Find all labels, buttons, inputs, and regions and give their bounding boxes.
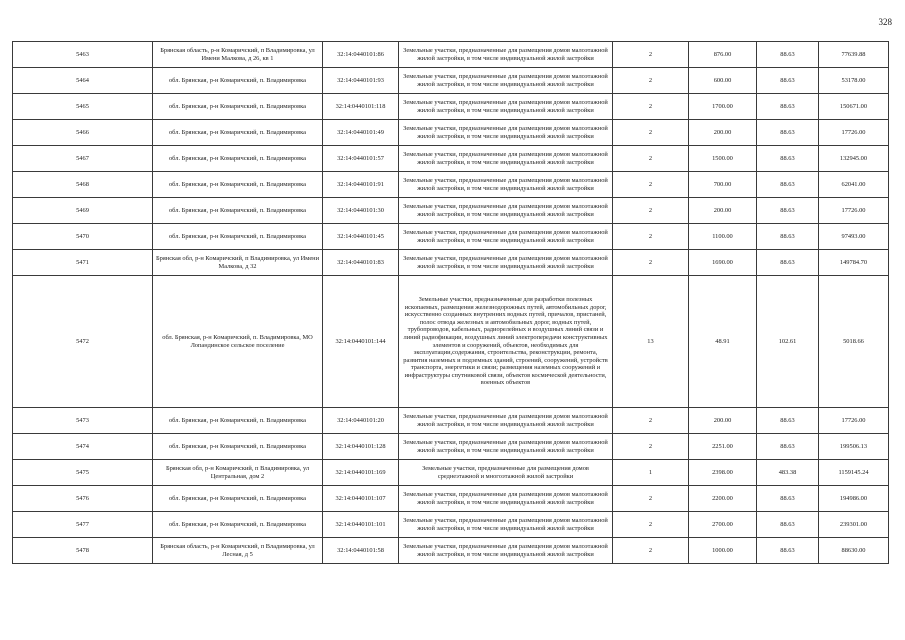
cell-cadastral-value: 132945.00 [819, 146, 889, 172]
cell-cadastral-value: 88630.00 [819, 538, 889, 564]
cell-use-group: 2 [613, 250, 689, 276]
cell-row-number: 5469 [13, 198, 153, 224]
cell-specific-value: 88.63 [757, 68, 819, 94]
cell-row-number: 5478 [13, 538, 153, 564]
table-row [13, 120, 889, 146]
cell-land-use: Земельные участки, предназначенные для размещения домов малоэтажной жилой застройки, в том числе индивидуальной жилой застройки [399, 408, 613, 434]
cell-address: обл. Брянская, р-н Комаричский, п. Владимировка, МО Лопандинское сельское поселение [153, 276, 323, 408]
table-row [13, 512, 889, 538]
cell-row-number: 5472 [13, 276, 153, 408]
cell-area: 1700.00 [689, 94, 757, 120]
table-row [13, 172, 889, 198]
cell-address: обл. Брянская, р-н Комаричский, п. Владимировка [153, 146, 323, 172]
cell-specific-value: 88.63 [757, 250, 819, 276]
table-row [13, 538, 889, 564]
table-row [13, 486, 889, 512]
cell-specific-value: 88.63 [757, 198, 819, 224]
cell-cadastral-value: 149784.70 [819, 250, 889, 276]
cell-land-use: Земельные участки, предназначенные для размещения домов малоэтажной жилой застройки, в том числе индивидуальной жилой застройки [399, 120, 613, 146]
cell-cadastral-value: 62041.00 [819, 172, 889, 198]
page-number: 328 [878, 17, 892, 27]
cell-specific-value: 88.63 [757, 120, 819, 146]
cell-specific-value: 88.63 [757, 42, 819, 68]
cell-cadastral-number: 32:14:0440101:83 [323, 250, 399, 276]
cell-land-use: Земельные участки, предназначенные для размещения домов малоэтажной жилой застройки, в том числе индивидуальной жилой застройки [399, 68, 613, 94]
cell-specific-value: 483.38 [757, 460, 819, 486]
cell-use-group: 2 [613, 172, 689, 198]
cell-area: 2398.00 [689, 460, 757, 486]
cell-land-use: Земельные участки, предназначенные для размещения домов малоэтажной жилой застройки, в том числе индивидуальной жилой застройки [399, 172, 613, 198]
cell-land-use: Земельные участки, предназначенные для размещения домов малоэтажной жилой застройки, в том числе индивидуальной жилой застройки [399, 94, 613, 120]
cell-area: 2251.00 [689, 434, 757, 460]
table-row [13, 42, 889, 68]
cell-address: обл. Брянская, р-н Комаричский, п. Владимировка [153, 224, 323, 250]
table-row [13, 408, 889, 434]
cell-specific-value: 88.63 [757, 172, 819, 198]
cell-specific-value: 88.63 [757, 486, 819, 512]
cell-address: обл. Брянская, р-н Комаричский, п. Владимировка [153, 434, 323, 460]
cell-cadastral-number: 32:14:0440101:45 [323, 224, 399, 250]
cell-cadastral-value: 239301.00 [819, 512, 889, 538]
cell-cadastral-number: 32:14:0440101:118 [323, 94, 399, 120]
cell-row-number: 5468 [13, 172, 153, 198]
cell-cadastral-number: 32:14:0440101:91 [323, 172, 399, 198]
cell-use-group: 2 [613, 486, 689, 512]
cell-row-number: 5470 [13, 224, 153, 250]
cell-use-group: 2 [613, 512, 689, 538]
cell-cadastral-number: 32:14:0440101:107 [323, 486, 399, 512]
cell-address: Брянская обл, р-н Комаричский, п Владимировка, ул Имени Малкова, д 32 [153, 250, 323, 276]
cell-row-number: 5467 [13, 146, 153, 172]
cell-area: 200.00 [689, 408, 757, 434]
cell-row-number: 5463 [13, 42, 153, 68]
table-body [13, 42, 889, 564]
cell-cadastral-number: 32:14:0440101:30 [323, 198, 399, 224]
land-registry-table [12, 41, 889, 564]
cell-use-group: 2 [613, 198, 689, 224]
cell-area: 700.00 [689, 172, 757, 198]
cell-row-number: 5474 [13, 434, 153, 460]
cell-use-group: 13 [613, 276, 689, 408]
cell-cadastral-value: 17726.00 [819, 120, 889, 146]
cell-area: 200.00 [689, 198, 757, 224]
cell-row-number: 5477 [13, 512, 153, 538]
cell-cadastral-value: 1159145.24 [819, 460, 889, 486]
cell-cadastral-number: 32:14:0440101:20 [323, 408, 399, 434]
cell-address: обл. Брянская, р-н Комаричский, п. Владимировка [153, 512, 323, 538]
cell-area: 1000.00 [689, 538, 757, 564]
cell-cadastral-value: 77639.88 [819, 42, 889, 68]
cell-address: Брянская область, р-н Комаричский, п Владимировка, ул Имени Малкова, д 26, кв 1 [153, 42, 323, 68]
cell-land-use: Земельные участки, предназначенные для размещения домов среднеэтажной и многоэтажной жилой застройки [399, 460, 613, 486]
cell-specific-value: 88.63 [757, 94, 819, 120]
cell-area: 600.00 [689, 68, 757, 94]
cell-land-use: Земельные участки, предназначенные для размещения домов малоэтажной жилой застройки, в том числе индивидуальной жилой застройки [399, 42, 613, 68]
cell-use-group: 1 [613, 460, 689, 486]
cell-use-group: 2 [613, 42, 689, 68]
cell-address: Брянская обл, р-н Комаричский, п Владимировка, ул Центральная, дом 2 [153, 460, 323, 486]
cell-area: 1100.00 [689, 224, 757, 250]
cell-specific-value: 102.61 [757, 276, 819, 408]
table-row [13, 224, 889, 250]
cell-address: обл. Брянская, р-н Комаричский, п. Владимировка [153, 198, 323, 224]
cell-specific-value: 88.63 [757, 408, 819, 434]
cell-cadastral-number: 32:14:0440101:49 [323, 120, 399, 146]
table-row [13, 250, 889, 276]
cell-area: 2700.00 [689, 512, 757, 538]
cell-specific-value: 88.63 [757, 538, 819, 564]
table-row [13, 94, 889, 120]
cell-use-group: 2 [613, 68, 689, 94]
cell-use-group: 2 [613, 94, 689, 120]
cell-cadastral-number: 32:14:0440101:93 [323, 68, 399, 94]
cell-cadastral-value: 5018.66 [819, 276, 889, 408]
cell-use-group: 2 [613, 408, 689, 434]
table-row [13, 68, 889, 94]
cell-cadastral-value: 199506.13 [819, 434, 889, 460]
cell-area: 1690.00 [689, 250, 757, 276]
cell-use-group: 2 [613, 224, 689, 250]
cell-row-number: 5475 [13, 460, 153, 486]
cell-use-group: 2 [613, 120, 689, 146]
cell-address: обл. Брянская, р-н Комаричский, п. Владимировка [153, 68, 323, 94]
cell-area: 1500.00 [689, 146, 757, 172]
cell-use-group: 2 [613, 538, 689, 564]
cell-cadastral-value: 97493.00 [819, 224, 889, 250]
table-row [13, 146, 889, 172]
cell-address: обл. Брянская, р-н Комаричский, п. Владимировка [153, 486, 323, 512]
cell-row-number: 5464 [13, 68, 153, 94]
cell-cadastral-value: 17726.00 [819, 408, 889, 434]
cell-land-use: Земельные участки, предназначенные для разработки полезных ископаемых, размещения железнодорожных путей, автомобильных дорог, искусственно созданных внутренних водных путей, причалов, пристаней, полос отвода железных и автомобильных дорог, водных путей, трубопроводов, кабельных, радиорелейных и воздушных линий связи и линий радиофикации, воздушных линий электропередачи конструктивных элементов и сооружений, объектов, необходимых для эксплуатации,содержания, строительства, реконструкции, ремонта, развития наземных и подземных зданий, строений, сооружений, устройств транспорта, энергетики и связи; размещения наземных сооружений и инфраструктуры спутниковой связи, объектов космической деятельности, военных объектов [399, 276, 613, 408]
cell-land-use: Земельные участки, предназначенные для размещения домов малоэтажной жилой застройки, в том числе индивидуальной жилой застройки [399, 434, 613, 460]
cell-cadastral-number: 32:14:0440101:101 [323, 512, 399, 538]
cell-address: обл. Брянская, р-н Комаричский, п. Владимировка [153, 94, 323, 120]
cell-specific-value: 88.63 [757, 146, 819, 172]
cell-cadastral-number: 32:14:0440101:57 [323, 146, 399, 172]
cell-area: 48.91 [689, 276, 757, 408]
table-row [13, 276, 889, 408]
cell-cadastral-value: 194986.00 [819, 486, 889, 512]
cell-cadastral-number: 32:14:0440101:169 [323, 460, 399, 486]
cell-address: обл. Брянская, р-н Комаричский, п. Владимировка [153, 172, 323, 198]
cell-cadastral-number: 32:14:0440101:58 [323, 538, 399, 564]
cell-use-group: 2 [613, 434, 689, 460]
cell-row-number: 5476 [13, 486, 153, 512]
cell-specific-value: 88.63 [757, 512, 819, 538]
cell-specific-value: 88.63 [757, 224, 819, 250]
cell-row-number: 5473 [13, 408, 153, 434]
cell-address: обл. Брянская, р-н Комаричский, п. Владимировка [153, 408, 323, 434]
cell-area: 2200.00 [689, 486, 757, 512]
table-row [13, 460, 889, 486]
cell-land-use: Земельные участки, предназначенные для размещения домов малоэтажной жилой застройки, в том числе индивидуальной жилой застройки [399, 198, 613, 224]
cell-land-use: Земельные участки, предназначенные для размещения домов малоэтажной жилой застройки, в том числе индивидуальной жилой застройки [399, 146, 613, 172]
table-row [13, 198, 889, 224]
cell-area: 200.00 [689, 120, 757, 146]
cell-cadastral-value: 17726.00 [819, 198, 889, 224]
cell-use-group: 2 [613, 146, 689, 172]
table-row [13, 434, 889, 460]
cell-address: Брянская область, р-н Комаричский, п Владимировка, ул Лесная, д 5 [153, 538, 323, 564]
cell-cadastral-number: 32:14:0440101:86 [323, 42, 399, 68]
cell-cadastral-number: 32:14:0440101:128 [323, 434, 399, 460]
cell-cadastral-value: 53178.00 [819, 68, 889, 94]
cell-cadastral-number: 32:14:0440101:144 [323, 276, 399, 408]
cell-address: обл. Брянская, р-н Комаричский, п. Владимировка [153, 120, 323, 146]
cell-land-use: Земельные участки, предназначенные для размещения домов малоэтажной жилой застройки, в том числе индивидуальной жилой застройки [399, 224, 613, 250]
cell-row-number: 5465 [13, 94, 153, 120]
cell-row-number: 5471 [13, 250, 153, 276]
cell-land-use: Земельные участки, предназначенные для размещения домов малоэтажной жилой застройки, в том числе индивидуальной жилой застройки [399, 486, 613, 512]
cell-row-number: 5466 [13, 120, 153, 146]
cell-specific-value: 88.63 [757, 434, 819, 460]
cell-area: 876.00 [689, 42, 757, 68]
cell-land-use: Земельные участки, предназначенные для размещения домов малоэтажной жилой застройки, в том числе индивидуальной жилой застройки [399, 512, 613, 538]
cell-land-use: Земельные участки, предназначенные для размещения домов малоэтажной жилой застройки, в том числе индивидуальной жилой застройки [399, 250, 613, 276]
cell-land-use: Земельные участки, предназначенные для размещения домов малоэтажной жилой застройки, в том числе индивидуальной жилой застройки [399, 538, 613, 564]
cell-cadastral-value: 150671.00 [819, 94, 889, 120]
